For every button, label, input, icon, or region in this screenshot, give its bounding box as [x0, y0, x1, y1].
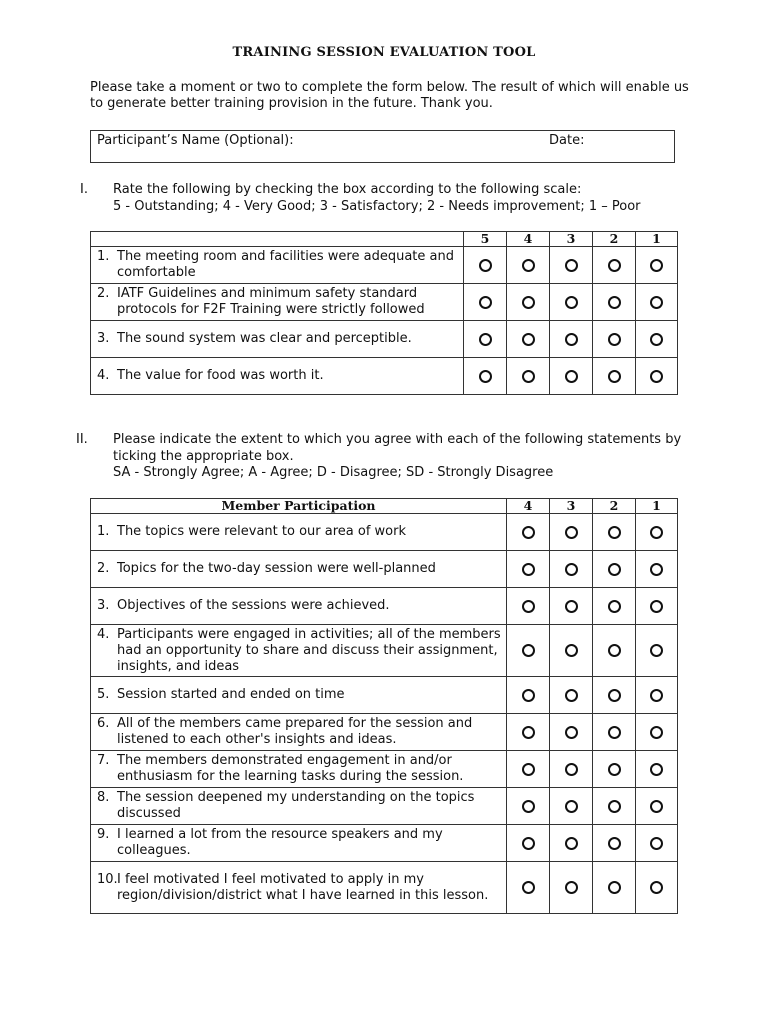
radio-option[interactable]: [565, 881, 578, 894]
radio-option[interactable]: [608, 600, 621, 613]
radio-option[interactable]: [522, 259, 535, 272]
section1-instruction: Rate the following by checking the box according to the following scale:: [113, 182, 582, 197]
section2-number: II.: [76, 432, 88, 447]
item-text: The topics were relevant to our area of work: [117, 524, 406, 539]
item-number: 4.: [97, 626, 110, 642]
radio-option[interactable]: [479, 259, 492, 272]
radio-option[interactable]: [608, 644, 621, 657]
radio-option[interactable]: [565, 333, 578, 346]
col-header: 4: [507, 499, 550, 514]
radio-option[interactable]: [650, 259, 663, 272]
col-header: 5: [464, 232, 507, 247]
item-text: IATF Guidelines and minimum safety standard protocols for F2F Training were strictly followed: [117, 286, 425, 317]
participant-name-label: Participant’s Name (Optional):: [97, 133, 294, 148]
table-row: [91, 751, 678, 788]
radio-option[interactable]: [522, 763, 535, 776]
radio-option[interactable]: [522, 689, 535, 702]
item-number: 3.: [97, 598, 110, 613]
radio-option[interactable]: [650, 837, 663, 850]
radio-option[interactable]: [650, 881, 663, 894]
radio-option[interactable]: [522, 881, 535, 894]
item-number: 2.: [97, 561, 110, 576]
radio-option[interactable]: [522, 800, 535, 813]
item-number: 4.: [97, 368, 110, 383]
table-row: [91, 788, 678, 825]
radio-option[interactable]: [608, 800, 621, 813]
radio-option[interactable]: [479, 333, 492, 346]
item-text: I learned a lot from the resource speakers and my colleagues.: [117, 827, 443, 858]
radio-option[interactable]: [522, 563, 535, 576]
radio-option[interactable]: [608, 259, 621, 272]
table-header-member-participation: Member Participation: [91, 499, 507, 514]
table-row: [91, 321, 678, 358]
radio-option[interactable]: [608, 370, 621, 383]
item-text: The meeting room and facilities were adequate and comfortable: [117, 249, 454, 280]
col-header: 3: [550, 499, 593, 514]
radio-option[interactable]: [608, 837, 621, 850]
item-text: The sound system was clear and perceptible.: [117, 331, 412, 346]
item-number: 5.: [97, 687, 110, 702]
section1-number: I.: [80, 182, 88, 197]
table-row: [91, 358, 678, 395]
participant-box[interactable]: [90, 130, 675, 163]
item-text: Topics for the two-day session were well-planned: [117, 561, 436, 576]
radio-option[interactable]: [565, 689, 578, 702]
radio-option[interactable]: [479, 296, 492, 309]
radio-option[interactable]: [565, 726, 578, 739]
item-number: 2.: [97, 286, 110, 301]
intro-text: Please take a moment or two to complete the form below. The result of which will enable us to generate better training provision in the future. Thank you.: [90, 80, 689, 111]
item-text: Participants were engaged in activities; all of the members had an opportunity to share and discuss their assignment, insights, and ideas: [117, 626, 501, 674]
table-row: [91, 514, 678, 551]
table-row: [91, 677, 678, 714]
radio-option[interactable]: [522, 837, 535, 850]
item-number: 6.: [97, 716, 110, 731]
item-number: 3.: [97, 331, 110, 346]
radio-option[interactable]: [650, 763, 663, 776]
item-text: The value for food was worth it.: [117, 368, 324, 383]
radio-option[interactable]: [565, 800, 578, 813]
item-number: 9.: [97, 827, 110, 842]
form-title: TRAINING SESSION EVALUATION TOOL: [232, 45, 536, 60]
radio-option[interactable]: [650, 333, 663, 346]
radio-option[interactable]: [565, 526, 578, 539]
col-header: 1: [636, 499, 678, 514]
table-row: [91, 825, 678, 862]
date-label: Date:: [549, 133, 585, 148]
radio-option[interactable]: [522, 526, 535, 539]
radio-option[interactable]: [565, 563, 578, 576]
radio-option[interactable]: [650, 526, 663, 539]
radio-option[interactable]: [565, 370, 578, 383]
radio-option[interactable]: [608, 881, 621, 894]
radio-option[interactable]: [565, 763, 578, 776]
radio-option[interactable]: [479, 370, 492, 383]
radio-option[interactable]: [608, 726, 621, 739]
col-header: 3: [550, 232, 593, 247]
radio-option[interactable]: [608, 763, 621, 776]
radio-option[interactable]: [608, 333, 621, 346]
col-header: 2: [593, 499, 636, 514]
radio-option[interactable]: [608, 296, 621, 309]
radio-option[interactable]: [650, 296, 663, 309]
table-row: [91, 588, 678, 625]
radio-option[interactable]: [650, 726, 663, 739]
col-header: 4: [507, 232, 550, 247]
radio-option[interactable]: [650, 600, 663, 613]
item-text: The session deepened my understanding on the topics discussed: [117, 790, 475, 821]
item-number: 10.: [97, 871, 118, 887]
item-text: The members demonstrated engagement in and/or enthusiasm for the learning tasks during the session.: [117, 753, 464, 784]
table-row: [91, 625, 678, 677]
table-row: [91, 247, 678, 284]
table-row: [91, 551, 678, 588]
item-text: Objectives of the sessions were achieved.: [117, 598, 390, 613]
radio-option[interactable]: [565, 296, 578, 309]
radio-option[interactable]: [650, 563, 663, 576]
rating-table-2: [90, 498, 678, 914]
table-row: [91, 714, 678, 751]
item-number: 1.: [97, 249, 110, 264]
radio-option[interactable]: [522, 644, 535, 657]
radio-option[interactable]: [522, 333, 535, 346]
radio-option[interactable]: [522, 296, 535, 309]
radio-option[interactable]: [565, 259, 578, 272]
table-row: [91, 284, 678, 321]
radio-option[interactable]: [650, 689, 663, 702]
radio-option[interactable]: [650, 800, 663, 813]
radio-option[interactable]: [608, 526, 621, 539]
radio-option[interactable]: [608, 689, 621, 702]
section2-scale: SA - Strongly Agree; A - Agree; D - Disagree; SD - Strongly Disagree: [113, 465, 554, 480]
radio-option[interactable]: [565, 644, 578, 657]
table-row: [91, 862, 678, 914]
radio-option[interactable]: [522, 726, 535, 739]
section1-scale: 5 - Outstanding; 4 - Very Good; 3 - Satisfactory; 2 - Needs improvement; 1 – Poor: [113, 198, 641, 214]
item-text: Session started and ended on time: [117, 687, 345, 702]
radio-option[interactable]: [522, 600, 535, 613]
item-text: All of the members came prepared for the session and listened to each other's insights and ideas.: [117, 716, 473, 747]
header-blank: [91, 232, 464, 247]
item-number: 8.: [97, 790, 110, 805]
radio-option[interactable]: [650, 370, 663, 383]
radio-option[interactable]: [565, 600, 578, 613]
rating-table-1: [90, 231, 678, 395]
radio-option[interactable]: [650, 644, 663, 657]
col-header: 2: [593, 232, 636, 247]
radio-option[interactable]: [565, 837, 578, 850]
col-header: 1: [636, 232, 678, 247]
radio-option[interactable]: [522, 370, 535, 383]
item-number: 7.: [97, 753, 110, 768]
radio-option[interactable]: [608, 563, 621, 576]
item-number: 1.: [97, 524, 110, 539]
section2-instruction: Please indicate the extent to which you agree with each of the following statements by ticking the appropriate box.: [113, 432, 682, 464]
item-text: I feel motivated I feel motivated to apply in my region/division/district what I have learned in this lesson.: [117, 871, 489, 903]
